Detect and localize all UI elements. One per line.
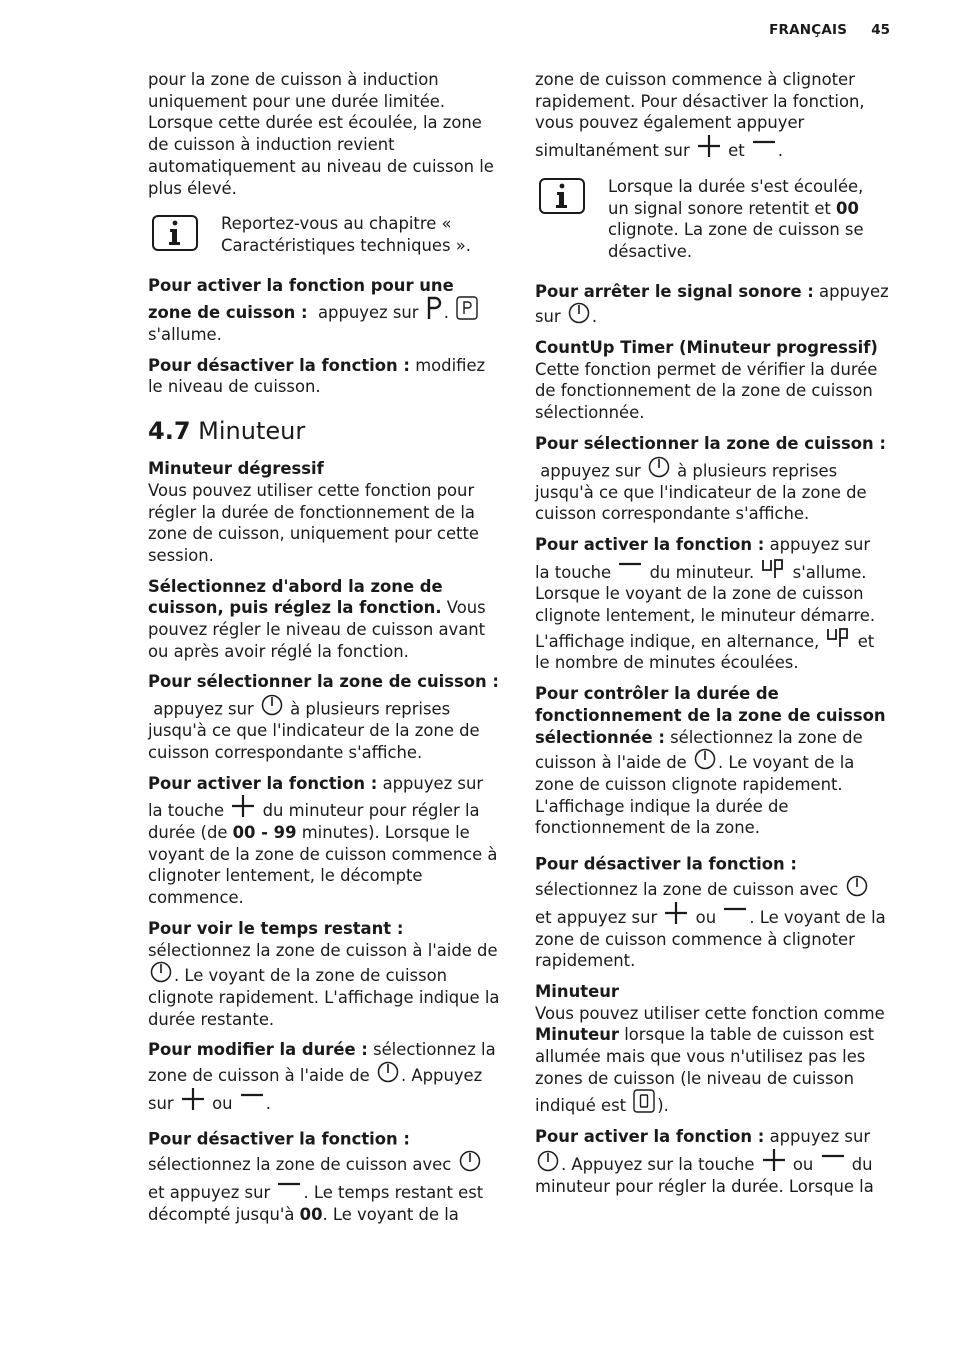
continuation-paragraph — [535, 69, 889, 162]
info-note — [148, 213, 502, 256]
plus-icon — [762, 1148, 786, 1172]
continuation-text-a: zone de cuisson commence à clignoter rapidement. Pour désactiver la fonction, vous pouvez également appuyer simultanément sur — [535, 70, 865, 161]
stop-signal-paragraph — [535, 281, 889, 328]
activate-countup-text-b: du minuteur. — [649, 562, 755, 582]
note2-text-c: clignote. La zone de cuisson se désactive. — [608, 220, 864, 261]
modify-duration-text-a: sélectionnez la zone de cuisson à l'aide de — [148, 1040, 496, 1086]
activate-zone-paragraph — [148, 275, 502, 346]
minus-icon — [277, 1176, 301, 1200]
select-zone-label: Pour sélectionner la zone de cuisson : — [148, 672, 499, 692]
minuteur-text-a: Vous pouvez utiliser cette fonction comme — [535, 1003, 885, 1023]
deactivate-countup-text-c: . Le voyant de la zone de cuisson commence à clignoter rapidement. — [535, 907, 886, 971]
activate-minuteur-text-a: appuyez sur — [769, 1127, 871, 1147]
minus-icon — [821, 1148, 845, 1172]
deactivate-countup-text-b: et appuyez sur — [535, 907, 658, 927]
modify-duration-paragraph — [148, 1039, 502, 1114]
section-title: Minuteur — [198, 417, 306, 446]
remaining-time-label: Pour voir le temps restant : — [148, 918, 404, 938]
deactivate-zone-paragraph — [148, 355, 502, 398]
continuation-et: et — [728, 141, 745, 161]
deactivate-countup-paragraph — [535, 848, 889, 972]
right-column — [535, 69, 889, 1206]
activate-timer-label: Pour activer la fonction : — [148, 773, 378, 793]
activate-countup-text-c: s'allume. Lorsque le voyant de la zone de cuisson clignote lentement, le minuteur démarre. L'affichage indique, en alternance, — [535, 562, 876, 651]
activate-timer-text-a: appuyez sur la touche — [148, 773, 484, 821]
activate-countup-paragraph — [535, 534, 889, 674]
activate-countup-text-a: appuyez sur la touche — [535, 534, 871, 582]
activate-countup-text-d: et le nombre de minutes écoulées. — [535, 631, 875, 673]
minuteur-text-c: lorsque la table de cuisson est allumée mais que vous n'utilisez pas les zones de cuisson (le niveau de cuisson indiqué est — [535, 1025, 875, 1116]
deactivate-timer-label: Pour désactiver la fonction : — [148, 1129, 410, 1149]
remaining-time-text-a: sélectionnez la zone de cuisson à l'aide de — [148, 940, 498, 960]
modify-duration-text-b: . Appuyez sur — [148, 1066, 483, 1113]
modify-duration-end: . — [265, 1093, 271, 1113]
stop-signal-text: appuyez sur — [535, 281, 889, 327]
select-zone-paragraph — [535, 433, 889, 525]
header-language: FRANÇAIS — [769, 22, 848, 38]
continuation-end: . — [777, 141, 784, 161]
stop-signal-label: Pour arrêter le signal sonore : — [535, 281, 814, 301]
activate-timer-text-c: minutes). Lorsque le voyant de la zone de cuisson commence à clignoter lentement, le décompte commence. — [148, 822, 498, 908]
left-column — [148, 69, 502, 1235]
timer-icon — [377, 1061, 399, 1083]
timer-icon — [694, 748, 716, 770]
deactivate-timer-zero: 00 — [299, 1204, 323, 1224]
activate-minuteur-ou: ou — [792, 1154, 814, 1174]
minuteur-title: Minuteur — [535, 981, 619, 1001]
control-duration-text-b: . Le voyant de la zone de cuisson clignote rapidement. L'affichage indique la durée de fonctionnement de la zone. — [535, 753, 855, 838]
info-icon — [539, 178, 585, 214]
select-first-text: Vous pouvez régler le niveau de cuisson avant ou après avoir réglé la fonction. — [148, 598, 486, 661]
note2-text-a: Lorsque la durée s'est écoulée, un signal sonore retentit et — [608, 176, 864, 218]
activate-zone-tail: s'allume. — [148, 325, 222, 345]
select-zone-label: Pour sélectionner la zone de cuisson : — [535, 433, 886, 453]
select-first-bold: Sélectionnez d'abord la zone de cuisson, puis réglez la fonction. — [148, 576, 443, 618]
page-header — [769, 22, 890, 38]
minus-icon — [618, 556, 642, 580]
dec-timer-paragraph — [148, 458, 502, 567]
zero-display-icon — [633, 1089, 655, 1113]
select-zone-paragraph — [148, 671, 502, 763]
activate-zone-text: appuyez sur — [318, 303, 419, 323]
activate-zone-label: Pour activer la fonction pour une zone de cuisson : — [148, 275, 454, 323]
remaining-time-text-b: . Le voyant de la zone de cuisson clignote rapidement. L'affichage indique la durée restante. — [148, 966, 500, 1029]
deactivate-countup-text-a: sélectionnez la zone de cuisson avec — [535, 880, 839, 900]
minus-icon — [723, 901, 747, 925]
activate-minuteur-text-b: . Appuyez sur la touche — [561, 1154, 755, 1174]
p-display-icon — [456, 296, 478, 320]
info-note — [535, 176, 889, 263]
deactivate-countup-label: Pour désactiver la fonction : — [535, 854, 797, 874]
deactivate-timer-text-c: . Le temps restant est décompté jusqu'à — [148, 1183, 484, 1224]
section-heading — [148, 416, 502, 446]
note-text — [608, 176, 889, 263]
minus-icon — [752, 134, 776, 158]
select-zone-text-b: à plusieurs reprises jusqu'à ce que l'indicateur de la zone de cuisson correspondante s'affiche. — [535, 460, 867, 524]
timer-icon — [537, 1150, 559, 1172]
deactivate-timer-paragraph — [148, 1123, 502, 1225]
dec-timer-text: Vous pouvez utiliser cette fonction pour régler la durée de fonctionnement de la zone de cuisson, uniquement pour cette session. — [148, 480, 479, 565]
modify-duration-label: Pour modifier la durée : — [148, 1040, 368, 1060]
timer-icon — [846, 875, 868, 897]
select-zone-text-b: à plusieurs reprises jusqu'à ce que l'indicateur de la zone de cuisson correspondante s'affiche. — [148, 699, 480, 762]
activate-minuteur-text-c: du minuteur pour régler la durée. Lorsque la — [535, 1154, 874, 1196]
note-text: Reportez-vous au chapitre « Caractéristiques techniques ». — [221, 214, 471, 255]
minuteur-paragraph — [535, 981, 889, 1117]
control-duration-paragraph — [535, 683, 889, 839]
stop-signal-end: . — [591, 307, 598, 327]
activate-minuteur-label: Pour activer la fonction : — [535, 1127, 765, 1147]
activate-timer-paragraph — [148, 773, 502, 909]
select-zone-text-a: appuyez sur — [153, 699, 254, 719]
deactivate-zone-label: Pour désactiver la fonction : — [148, 355, 410, 375]
activate-timer-text-b: du minuteur pour régler la durée (de — [148, 801, 480, 842]
activate-minuteur-paragraph — [535, 1126, 889, 1197]
note2-zero: 00 — [836, 198, 859, 218]
control-duration-label: Pour contrôler la durée de fonctionnement de la zone de cuisson sélectionnée : — [535, 684, 886, 747]
deactivate-zone-text: modifiez le niveau de cuisson. — [148, 355, 486, 397]
power-boost-p-icon — [426, 296, 442, 320]
up-display-icon — [761, 558, 785, 580]
deactivate-timer-text-d: . Le voyant de la — [322, 1204, 459, 1224]
plus-icon — [231, 794, 255, 818]
deactivate-countup-ou: ou — [695, 907, 717, 927]
dec-timer-title: Minuteur dégressif — [148, 459, 324, 479]
select-first-paragraph — [148, 576, 502, 663]
activate-timer-range: 00 - 99 — [232, 822, 297, 842]
countup-title: CountUp Timer (Minuteur progressif) — [535, 338, 878, 358]
activate-zone-dot: . — [443, 303, 449, 323]
timer-icon — [459, 1150, 481, 1172]
timer-icon — [150, 961, 172, 983]
modify-duration-ou: ou — [212, 1093, 233, 1113]
minuteur-end: ). — [657, 1096, 669, 1116]
select-zone-text-a: appuyez sur — [540, 460, 641, 480]
countup-text: Cette fonction permet de vérifier la durée de fonctionnement de la zone de cuisson sélectionnée. — [535, 359, 878, 423]
deactivate-timer-text-b: et appuyez sur — [148, 1183, 271, 1203]
timer-icon — [261, 694, 283, 716]
plus-icon — [697, 134, 721, 158]
up-display-icon — [826, 627, 850, 649]
countup-paragraph — [535, 337, 889, 424]
plus-icon — [664, 901, 688, 925]
info-icon — [152, 215, 198, 251]
section-number: 4.7 — [148, 417, 191, 446]
minus-icon — [240, 1087, 264, 1111]
minuteur-bold: Minuteur — [535, 1025, 619, 1045]
intro-paragraph: pour la zone de cuisson à induction uniquement pour une durée limitée. Lorsque cette durée est écoulée, la zone de cuisson à induction revient automatiquement au niveau de cuisson le plus élevé. — [148, 70, 494, 198]
page-number: 45 — [871, 22, 890, 38]
deactivate-timer-text-a: sélectionnez la zone de cuisson avec — [148, 1155, 452, 1175]
activate-countup-label: Pour activer la fonction : — [535, 534, 765, 554]
remaining-time-paragraph — [148, 918, 502, 1031]
control-duration-text-a: sélectionnez la zone de cuisson à l'aide de — [535, 727, 863, 773]
timer-icon — [648, 456, 670, 478]
plus-icon — [181, 1087, 205, 1111]
timer-icon — [568, 302, 590, 324]
